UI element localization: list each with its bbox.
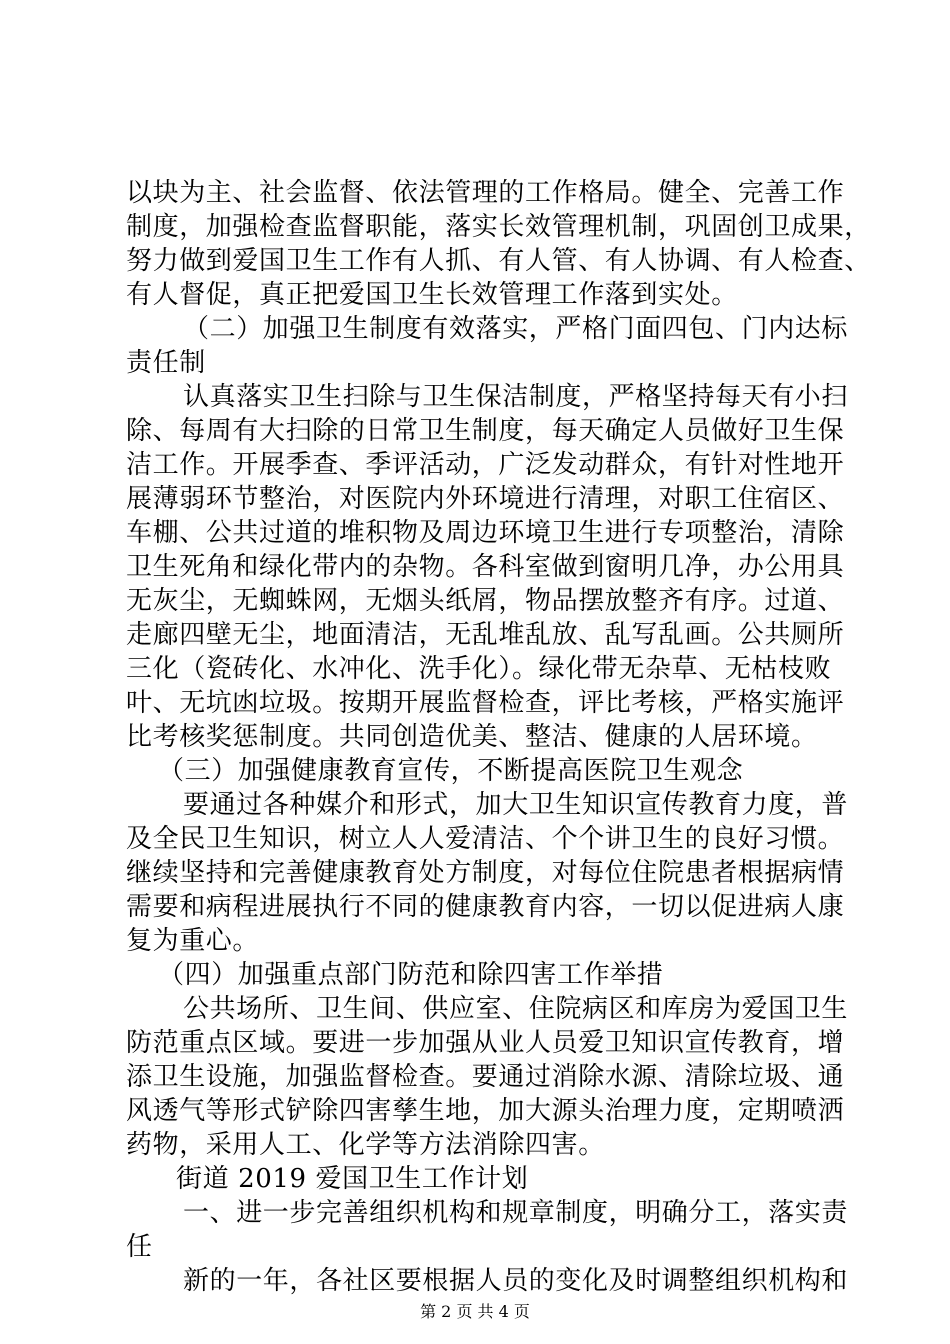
section-heading: （二）加强卫生制度有效落实，严格门面四包、门内达标 [183, 314, 849, 344]
text-line: 风透气等形式铲除四害孳生地，加大源头治理力度，定期喷洒 [126, 1096, 845, 1126]
text-line: 走廊四壁无尘，地面清洁，无乱堆乱放、乱写乱画。公共厕所 [126, 620, 845, 650]
text-line: 三化（瓷砖化、水冲化、洗手化）。绿化带无杂草、无枯枝败 [126, 654, 832, 684]
text-line: 需要和病程进展执行不同的健康教育内容，一切以促进病人康 [126, 892, 845, 922]
text-line: 无灰尘，无蜘蛛网，无烟头纸屑，物品摆放整齐有序。过道、 [126, 586, 845, 616]
text-line: 添卫生设施，加强监督检查。要通过消除水源、清除垃圾、通 [126, 1062, 845, 1092]
text-line: 药物，采用人工、化学等方法消除四害。 [126, 1130, 605, 1160]
text-line: 复为重心。 [126, 926, 260, 956]
section-heading-continuation: 责任制 [126, 348, 206, 378]
text-line: 努力做到爱国卫生工作有人抓、有人管、有人协调、有人检查、 [126, 246, 871, 276]
text-line: 新的一年，各社区要根据人员的变化及时调整组织机构和 [183, 1266, 849, 1296]
text-line: 卫生死角和绿化带内的杂物。各科室做到窗明几净，办公用具 [126, 552, 845, 582]
text-line: 防范重点区域。要进一步加强从业人员爱卫知识宣传教育，增 [126, 1028, 845, 1058]
text-line: 比考核奖惩制度。共同创造优美、整洁、健康的人居环境。 [126, 722, 818, 752]
text-line: 叶、无坑凼垃圾。按期开展监督检查，评比考核，严格实施评 [126, 688, 845, 718]
section-heading-continuation: 任 [126, 1232, 153, 1262]
text-line: 制度，加强检查监督职能，落实长效管理机制，巩固创卫成果， [126, 212, 871, 242]
section-heading: （三）加强健康教育宣传，不断提高医院卫生观念 [158, 756, 744, 786]
text-line: 及全民卫生知识，树立人人爱清洁、个个讲卫生的良好习惯。 [126, 824, 845, 854]
text-line: 车棚、公共过道的堆积物及周边环境卫生进行专项整治，清除 [126, 518, 845, 548]
text-line: 公共场所、卫生间、供应室、住院病区和库房为爱国卫生 [183, 994, 849, 1024]
text-line: 洁工作。开展季查、季评活动，广泛发动群众，有针对性地开 [126, 450, 845, 480]
text-line: 认真落实卫生扫除与卫生保洁制度，严格坚持每天有小扫 [183, 382, 849, 412]
section-heading: 一、进一步完善组织机构和规章制度，明确分工，落实责 [183, 1198, 849, 1228]
document-title: 街道 2019 爱国卫生工作计划 [176, 1164, 529, 1194]
text-line: 除、每周有大扫除的日常卫生制度，每天确定人员做好卫生保 [126, 416, 845, 446]
text-line: 继续坚持和完善健康教育处方制度，对每位住院患者根据病情 [126, 858, 845, 888]
text-line: 展薄弱环节整治，对医院内外环境进行清理，对职工住宿区、 [126, 484, 845, 514]
text-line: 要通过各种媒介和形式，加大卫生知识宣传教育力度，普 [183, 790, 849, 820]
text-line: 有人督促，真正把爱国卫生长效管理工作落到实处。 [126, 280, 738, 310]
text-line: 以块为主、社会监督、依法管理的工作格局。健全、完善工作 [126, 178, 845, 208]
section-heading: （四）加强重点部门防范和除四害工作举措 [158, 960, 664, 990]
page-number-footer: 第 2 页 共 4 页 [420, 1302, 530, 1321]
